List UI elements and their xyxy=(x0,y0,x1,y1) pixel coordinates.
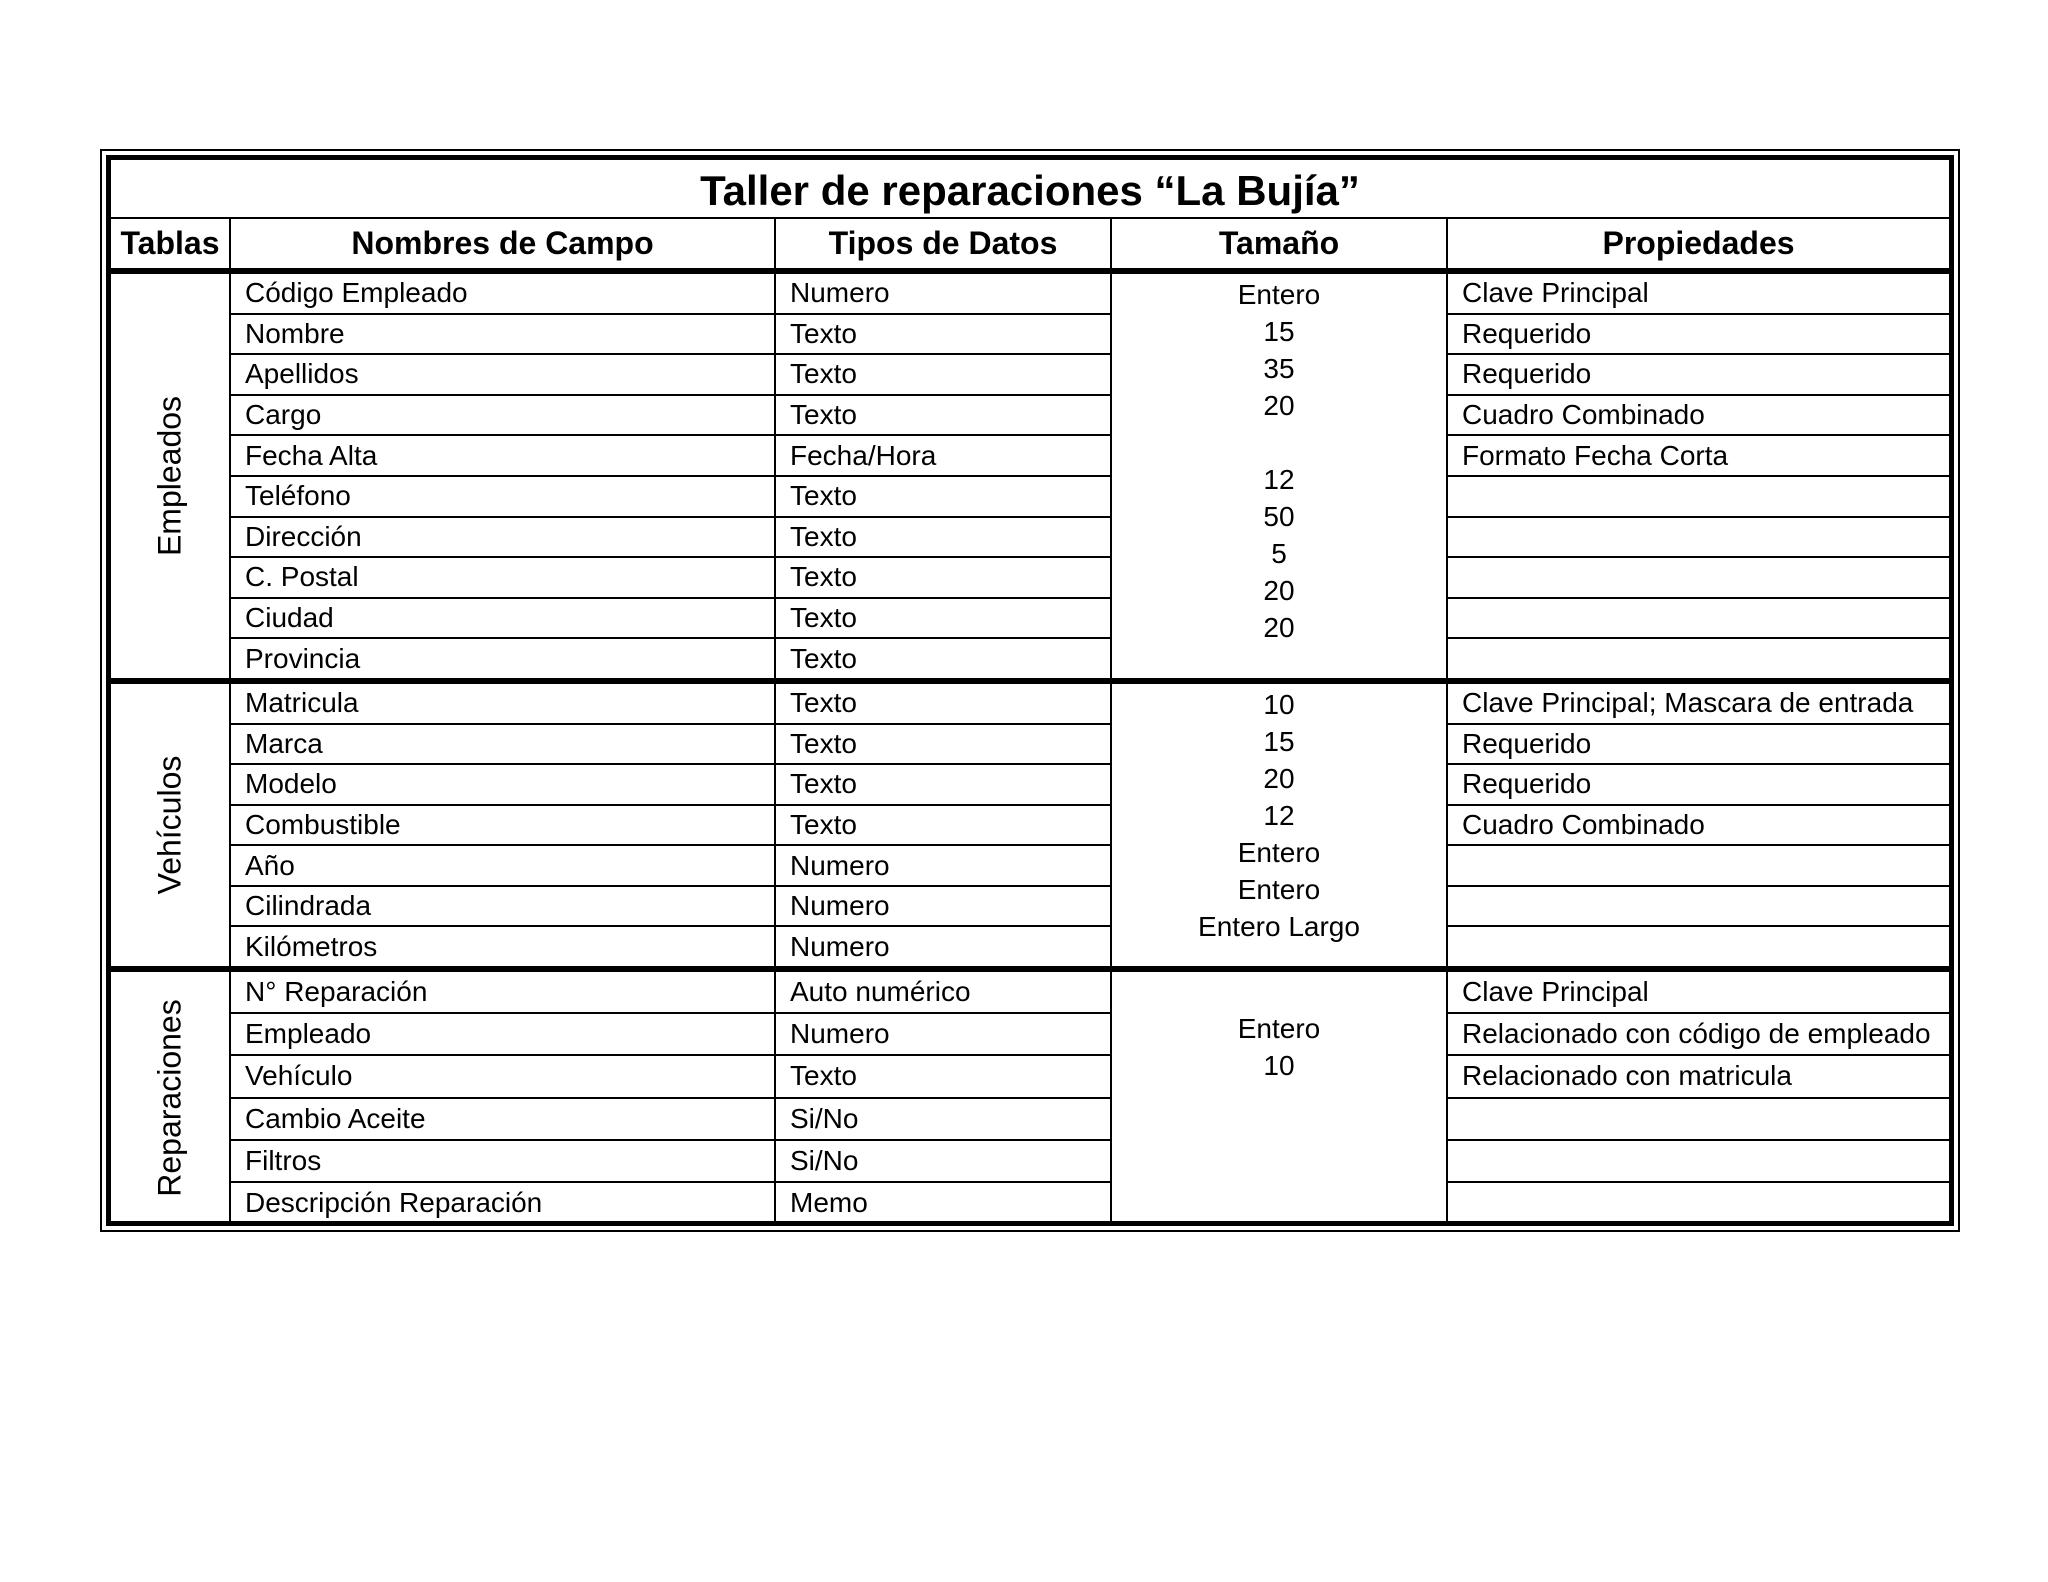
size-value: Entero xyxy=(1237,1013,1321,1044)
header-campo: Nombres de Campo xyxy=(231,219,776,268)
data-type: Texto xyxy=(776,518,1110,559)
sizes-list xyxy=(1112,686,1446,945)
data-type: Numero xyxy=(776,846,1110,887)
size-value: Entero xyxy=(1237,837,1321,868)
size-value: 20 xyxy=(1263,390,1295,421)
sizes-list xyxy=(1112,276,1446,646)
field-name: Dirección xyxy=(231,518,774,559)
property xyxy=(1448,927,1949,966)
title-row xyxy=(111,160,1949,219)
field-names-column xyxy=(231,684,776,966)
document-table xyxy=(100,149,1960,1232)
data-type: Texto xyxy=(776,355,1110,396)
property xyxy=(1448,599,1949,640)
section-empleados xyxy=(111,274,1949,678)
data-type: Numero xyxy=(790,930,890,962)
field-name: Provincia xyxy=(245,642,361,674)
size-value: Entero Largo xyxy=(1198,911,1360,942)
properties-column xyxy=(1448,684,1949,966)
size-value: 35 xyxy=(1263,353,1295,384)
section-reparaciones xyxy=(111,972,1949,1223)
data-type: Texto xyxy=(776,806,1110,847)
section-name: Vehículos xyxy=(151,755,188,895)
size-value: 20 xyxy=(1263,575,1295,606)
section-label xyxy=(111,684,231,966)
property: Clave Principal; Mascara de entrada xyxy=(1448,684,1949,725)
size-value: 20 xyxy=(1263,612,1295,643)
size-value: 50 xyxy=(1263,501,1295,532)
property: Relacionado con matricula xyxy=(1448,1056,1949,1098)
section-name: Reparaciones xyxy=(151,998,188,1197)
header-tamano: Tamaño xyxy=(1112,219,1448,268)
data-type: Si/No xyxy=(776,1141,1110,1183)
property xyxy=(1448,639,1949,678)
data-type: Texto xyxy=(790,642,857,674)
property xyxy=(1448,518,1949,559)
sizes-column xyxy=(1112,972,1448,1223)
header-row xyxy=(111,219,1949,268)
property: Clave Principal xyxy=(1448,274,1949,315)
data-type: Memo xyxy=(790,1186,868,1218)
field-names-column xyxy=(231,274,776,678)
field-name: N° Reparación xyxy=(231,972,774,1014)
property xyxy=(1448,477,1949,518)
size-value: 20 xyxy=(1263,763,1295,794)
field-name: Kilómetros xyxy=(245,930,378,962)
field-name: Empleado xyxy=(231,1014,774,1056)
data-type: Auto numérico xyxy=(776,972,1110,1014)
section-label xyxy=(111,972,231,1223)
data-type: Numero xyxy=(776,274,1110,315)
property xyxy=(1448,1099,1949,1141)
field-name: Cargo xyxy=(231,396,774,437)
field-name: Nombre xyxy=(231,315,774,356)
property xyxy=(1448,1183,1949,1223)
data-type: Texto xyxy=(776,558,1110,599)
section-label xyxy=(111,274,231,678)
sizes-column xyxy=(1112,684,1448,966)
data-type: Fecha/Hora xyxy=(776,436,1110,477)
property: Formato Fecha Corta xyxy=(1448,436,1949,477)
size-value: 15 xyxy=(1263,726,1295,757)
property: Requerido xyxy=(1448,355,1949,396)
size-value: 5 xyxy=(1271,538,1287,569)
header-propiedades: Propiedades xyxy=(1602,225,1795,261)
data-types-column xyxy=(776,684,1112,966)
field-name: Vehículo xyxy=(231,1056,774,1098)
property xyxy=(1448,558,1949,599)
field-name: Año xyxy=(231,846,774,887)
size-value: Entero xyxy=(1237,279,1321,310)
size-value: 12 xyxy=(1263,800,1295,831)
data-type: Numero xyxy=(776,887,1110,928)
field-names-column xyxy=(231,972,776,1223)
data-type: Si/No xyxy=(776,1099,1110,1141)
field-name: C. Postal xyxy=(231,558,774,599)
field-name: Apellidos xyxy=(231,355,774,396)
page-title: Taller de reparaciones “La Bujía” xyxy=(700,167,1360,214)
data-types-column xyxy=(776,274,1112,678)
property: Cuadro Combinado xyxy=(1448,396,1949,437)
header-tablas: Tablas xyxy=(111,219,231,268)
field-name: Modelo xyxy=(231,765,774,806)
property: Requerido xyxy=(1448,765,1949,806)
property xyxy=(1448,846,1949,887)
section-name: Empleados xyxy=(151,395,188,557)
data-type: Texto xyxy=(776,477,1110,518)
property: Cuadro Combinado xyxy=(1448,806,1949,847)
properties-column xyxy=(1448,274,1949,678)
size-value: 12 xyxy=(1263,464,1295,495)
property: Relacionado con código de empleado xyxy=(1448,1014,1949,1056)
field-name: Ciudad xyxy=(231,599,774,640)
data-type: Texto xyxy=(776,725,1110,766)
property: Requerido xyxy=(1448,315,1949,356)
field-name: Fecha Alta xyxy=(231,436,774,477)
property xyxy=(1448,887,1949,928)
field-name: Filtros xyxy=(231,1141,774,1183)
field-name: Cambio Aceite xyxy=(231,1099,774,1141)
data-type: Texto xyxy=(776,1056,1110,1098)
data-type: Numero xyxy=(776,1014,1110,1056)
sizes-column xyxy=(1112,274,1448,678)
data-type: Texto xyxy=(776,684,1110,725)
field-name: Marca xyxy=(231,725,774,766)
size-value: 10 xyxy=(1263,689,1295,720)
table-inner-frame xyxy=(106,155,1954,1226)
field-name: Código Empleado xyxy=(231,274,774,315)
data-type: Texto xyxy=(776,599,1110,640)
size-value: 15 xyxy=(1263,316,1295,347)
field-name: Cilindrada xyxy=(231,887,774,928)
property xyxy=(1448,1141,1949,1183)
section-vehiculos xyxy=(111,684,1949,966)
size-value: Entero xyxy=(1237,874,1321,905)
size-value: 10 xyxy=(1263,1050,1295,1081)
data-type: Texto xyxy=(776,396,1110,437)
data-type: Texto xyxy=(776,765,1110,806)
sizes-list xyxy=(1112,1010,1446,1084)
properties-column xyxy=(1448,972,1949,1223)
field-name: Teléfono xyxy=(231,477,774,518)
field-name: Combustible xyxy=(231,806,774,847)
data-types-column xyxy=(776,972,1112,1223)
property: Clave Principal xyxy=(1448,972,1949,1014)
field-name: Matricula xyxy=(231,684,774,725)
property: Requerido xyxy=(1448,725,1949,766)
field-name: Descripción Reparación xyxy=(245,1186,543,1218)
data-type: Texto xyxy=(776,315,1110,356)
header-tipo: Tipos de Datos xyxy=(776,219,1112,268)
